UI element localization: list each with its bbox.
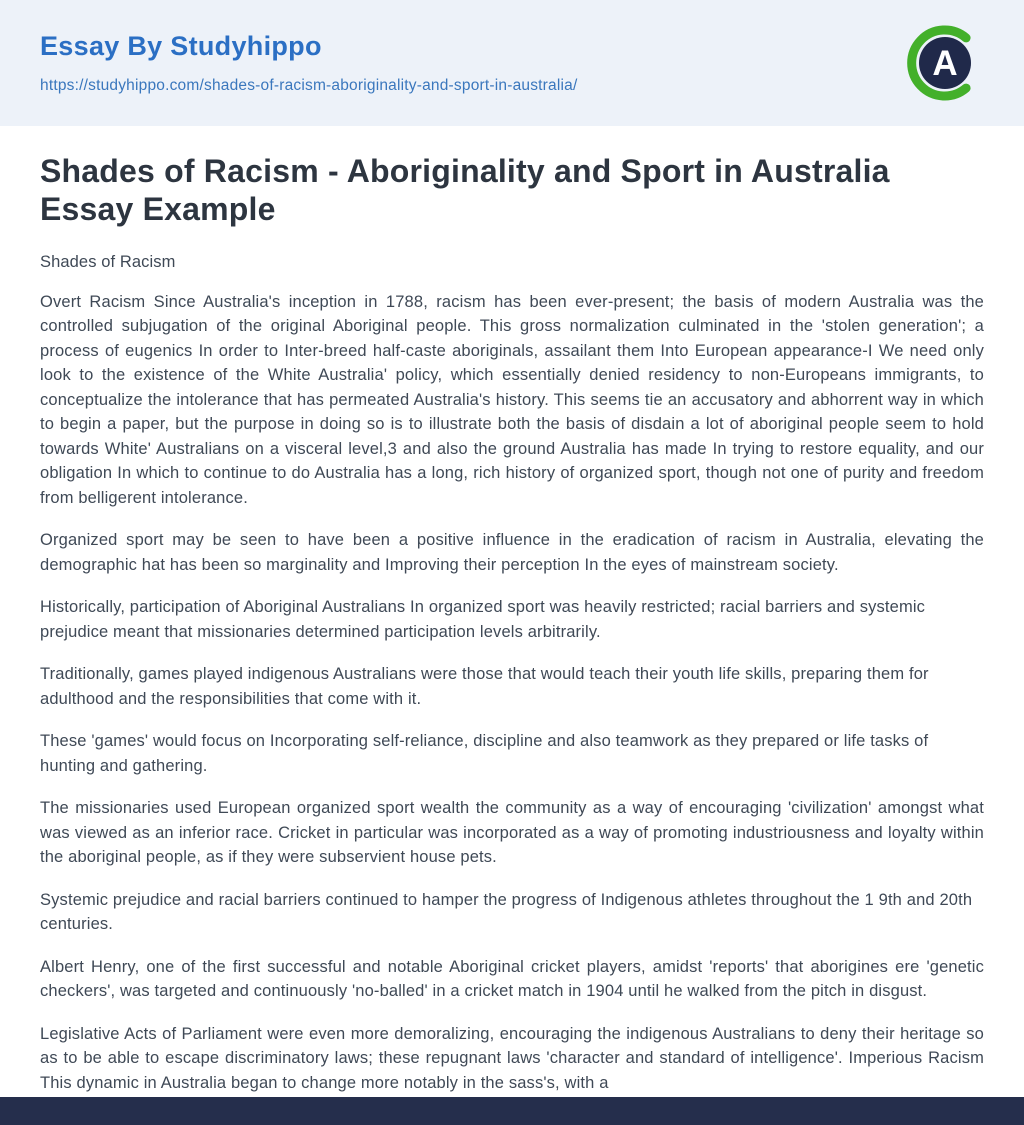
essay-paragraph: The missionaries used European organized sport wealth the community as a way of encouraging 'civilization' amongst what was viewed as an inferior race. Cricket in particular was incorporated as a way of promoting industriousness and loyalty within the aboriginal people, as if they were subservient house pets. bbox=[40, 799, 984, 867]
header-text-block bbox=[40, 31, 577, 95]
essay-paragraph: Legislative Acts of Parliament were even more demoralizing, encouraging the indigenous Australians to deny their heritage so as to be able to escape discriminatory laws; these repugnant laws 'character and standard of intelligence'. Imperious Racism This dynamic in Australia began to change more notably in the sass's, with a bbox=[40, 1024, 984, 1092]
essay-paragraph: Historically, participation of Aboriginal Australians In organized sport was heavily restricted; racial barriers and systemic prejudice meant that missionaries determined participation levels arbitrarily. bbox=[40, 598, 926, 641]
essay-paragraph: Albert Henry, one of the first successful and notable Aboriginal cricket players, amidst 'reports' that aborigines ere 'genetic checkers', was targeted and continuously 'no-balled' in a cricket match in 1904 until he walked from the pitch in disgust. bbox=[40, 957, 984, 1001]
essay-paragraph: Traditionally, games played indigenous Australians were those that would teach their youth life skills, preparing them for adulthood and the responsibilities that come with it. bbox=[40, 665, 929, 708]
site-title: Essay By Studyhippo bbox=[40, 31, 322, 61]
essay-paragraph: Organized sport may be seen to have been a positive influence in the eradication of racism in Australia, elevating the demographic hat has been so marginality and Improving their perception In the eyes of mainstream society. bbox=[40, 531, 984, 574]
essay-content bbox=[0, 126, 1024, 1097]
essay-paragraph: Overt Racism Since Australia's inception in 1788, racism has been ever-present; the basis of modern Australia was the controlled subjugation of the original Aboriginal people. This gross normalization culminated in the 'stolen generation'; a process of eugenics In order to Inter-breed half-caste aboriginals, assailant them Into European appearance-I We need only look to the existence of the White Australia' policy, which essentially denied residency to non-Europeans immigrants, to conceptualize the intolerance that has permeated Australia's history. This seems tie an accusatory and abhorrent way in which to begin a paper, but the purpose in doing so is to illustrate both the basis of disdain a lot of aboriginal people seem to hold towards White' Australians on a visceral level,3 and also the ground Australia has made In trying to restore equality, and our obligation In which to continue to do Australia has a long, rich history of organized sport, though not one of purity and freedom from belligerent intolerance. bbox=[40, 292, 984, 507]
essay-paragraph: Systemic prejudice and racial barriers continued to hamper the progress of Indigenous athletes throughout the 1 9th and 20th centuries. bbox=[40, 890, 973, 934]
studyhippo-logo[interactable] bbox=[906, 24, 984, 102]
studyhippo-logo-graphic bbox=[906, 24, 984, 102]
essay-url-link[interactable]: https://studyhippo.com/shades-of-racism-aboriginality-and-sport-in-australia/ bbox=[40, 77, 578, 94]
site-header bbox=[0, 0, 1024, 126]
essay-body bbox=[40, 290, 984, 1096]
logo-letter: A bbox=[932, 44, 958, 83]
bottom-bar bbox=[0, 1097, 1024, 1125]
essay-paragraph: These 'games' would focus on Incorporating self-reliance, discipline and also teamwork as they prepared or life tasks of hunting and gathering. bbox=[40, 732, 929, 775]
essay-subtitle: Shades of Racism bbox=[40, 252, 176, 271]
essay-title: Shades of Racism - Aboriginality and Sport in Australia Essay Example bbox=[40, 153, 890, 228]
